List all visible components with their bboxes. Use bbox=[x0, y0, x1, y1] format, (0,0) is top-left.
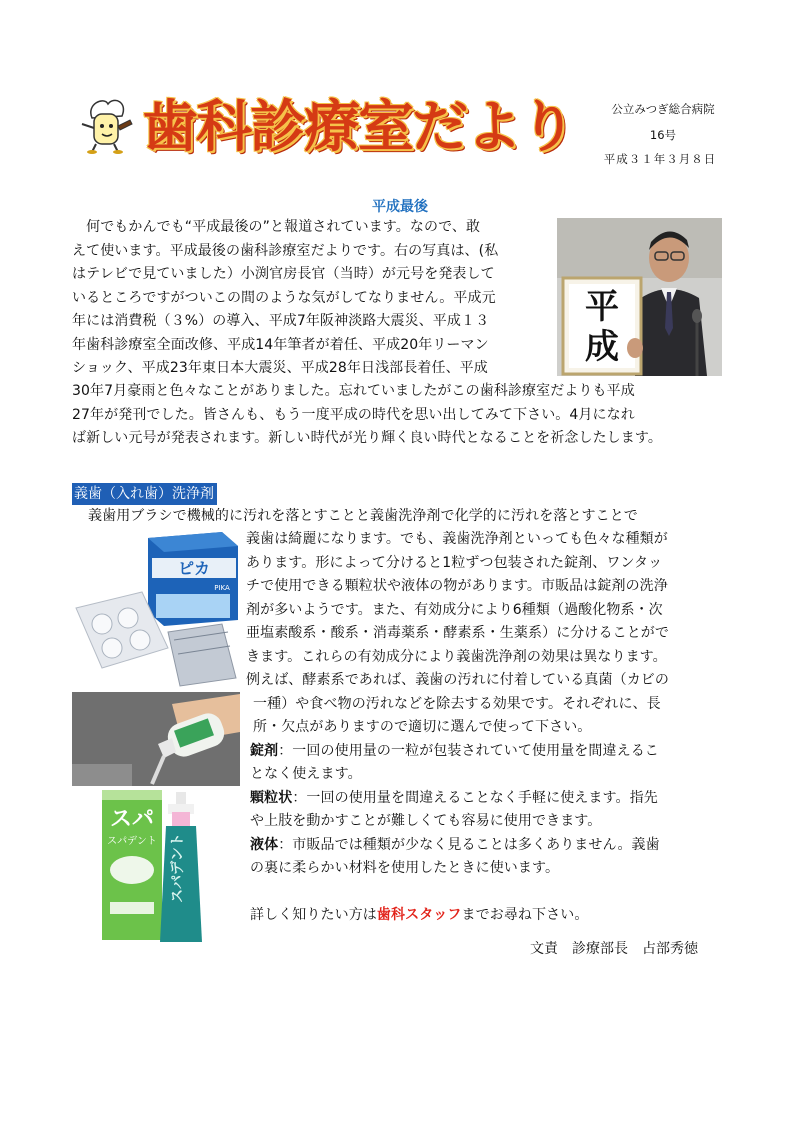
svg-text:スパデント: スパデント bbox=[170, 833, 186, 903]
section2-paragraph bbox=[246, 528, 669, 928]
granule-description bbox=[246, 787, 669, 811]
text-line: チで使用できる顆粒状や液体の物があります。市販品は錠剤の洗浄 bbox=[246, 578, 668, 594]
photo-tablet-cleaner bbox=[72, 528, 240, 688]
liquid-text: ：市販品では種類が少なく見ることは多くありません。義歯 bbox=[278, 836, 660, 853]
hospital-name: 公立みつぎ総合病院 bbox=[611, 102, 715, 116]
liquid-label: 液体 bbox=[250, 836, 279, 853]
svg-text:成: 成 bbox=[585, 327, 619, 367]
tooth-mascot-icon bbox=[78, 96, 138, 156]
text-line: 27年が発刊でした。皆さんも、もう一度平成の時代を思い出してみて下さい。4月になれ bbox=[72, 406, 635, 423]
tablet-text: ：一回の使用量の一粒が包装されていて使用量を間違えるこ bbox=[278, 742, 659, 759]
text-line: の裏に柔らかい材料を使用したときに使います。 bbox=[250, 860, 560, 876]
section1-paragraph bbox=[72, 216, 552, 381]
contact-pre: 詳しく知りたい方は bbox=[250, 907, 377, 923]
text-line: 年には消費税（３%）の導入、平成7年阪神淡路大震災、平成１３ bbox=[72, 313, 490, 329]
section2-first-line: 義歯用ブラシで機械的に汚れを落とすことと義歯洗浄剤で化学的に汚れを落とすことで bbox=[88, 508, 638, 524]
text-line: 30年7月豪雨と色々なことがありました。忘れていましたがこの歯科診療室だよりも平成 bbox=[72, 383, 635, 399]
text-line: 亜塩素酸系・酸系・消毒薬系・酵素系・生薬系）に分けることがで bbox=[246, 625, 669, 641]
text-line: 一種）や食べ物の汚れなどを除去する効果です。それぞれに、長 bbox=[253, 695, 661, 712]
text-line: きます。これらの有効成分により義歯洗浄剤の効果は異なります。 bbox=[246, 648, 667, 665]
text-line: 所・欠点がありますので適切に選んで使って下さい。 bbox=[253, 719, 592, 735]
photo-granule-liquid-cleaner bbox=[72, 692, 240, 950]
section-heading-heisei: 平成最後 bbox=[372, 199, 428, 215]
text-line: えて使います。平成最後の歯科診療室だよりです。右の写真は、(私 bbox=[72, 242, 499, 259]
section1-paragraph-cont bbox=[72, 380, 732, 451]
text-line: や上肢を動かすことが難しくても容易に使用できます。 bbox=[250, 813, 602, 829]
svg-text:平: 平 bbox=[585, 287, 619, 327]
contact-line bbox=[246, 904, 669, 928]
contact-post: までお尋ね下さい。 bbox=[461, 907, 589, 923]
newsletter-title: 歯科診療室だより bbox=[142, 95, 574, 160]
text-line: いるところですがついこの間のような気がしてなりません。平成元 bbox=[72, 289, 496, 306]
granule-label: 顆粒状 bbox=[250, 789, 293, 806]
liquid-description bbox=[246, 834, 669, 858]
text-line: 何でもかんでも“平成最後の”と報道されています。なので、敢 bbox=[72, 219, 481, 235]
dental-staff-highlight: 歯科スタッフ bbox=[376, 907, 462, 923]
tablet-description bbox=[246, 740, 669, 764]
text-line: あります。形によって分けると1粒ずつ包装された錠剤、ワンタッ bbox=[246, 554, 663, 571]
text-line: となく使えます。 bbox=[250, 766, 362, 782]
text-line: 例えば、酵素系であれば、義歯の汚れに付着している真菌（カビの bbox=[246, 672, 669, 688]
section-heading-denture-cleaner: 義歯（入れ歯）洗浄剤 bbox=[72, 483, 217, 505]
text-line: 年歯科診療室全面改修、平成14年筆者が着任、平成20年リーマン bbox=[72, 336, 489, 353]
granule-text: ：一回の使用量を間違えることなく手軽に使えます。指先 bbox=[292, 789, 658, 806]
tablet-label: 錠剤 bbox=[250, 742, 279, 759]
svg-text:スパ: スパ bbox=[109, 807, 155, 832]
text-line: ば新しい元号が発表されます。新しい時代が光り輝く良い時代となることを祈念したします。 bbox=[72, 430, 662, 446]
text-line: はテレビで見ていました）小渕官房長官（当時）が元号を発表して bbox=[72, 266, 495, 282]
issue-date: 平成３１年３月８日 bbox=[603, 152, 717, 166]
text-line: ショック、平成23年東日本大震災、平成28年日浅部長着任、平成 bbox=[72, 360, 488, 376]
photo-era-announcement bbox=[557, 218, 722, 376]
spacer bbox=[246, 881, 669, 905]
text-line: 義歯は綺麗になります。でも、義歯洗浄剤といっても色々な種類が bbox=[246, 531, 668, 547]
issue-number: 16号 bbox=[649, 128, 677, 142]
product1-brand-text: ピカ bbox=[177, 559, 211, 578]
author-credit: 文責 診療部長 占部秀徳 bbox=[530, 941, 698, 957]
product2-brand-text: スパデント bbox=[107, 836, 157, 847]
product1-brand-en-text: PIKA bbox=[214, 584, 230, 592]
text-line: 剤が多いようです。また、有効成分により6種類（過酸化物系・次 bbox=[246, 601, 663, 618]
